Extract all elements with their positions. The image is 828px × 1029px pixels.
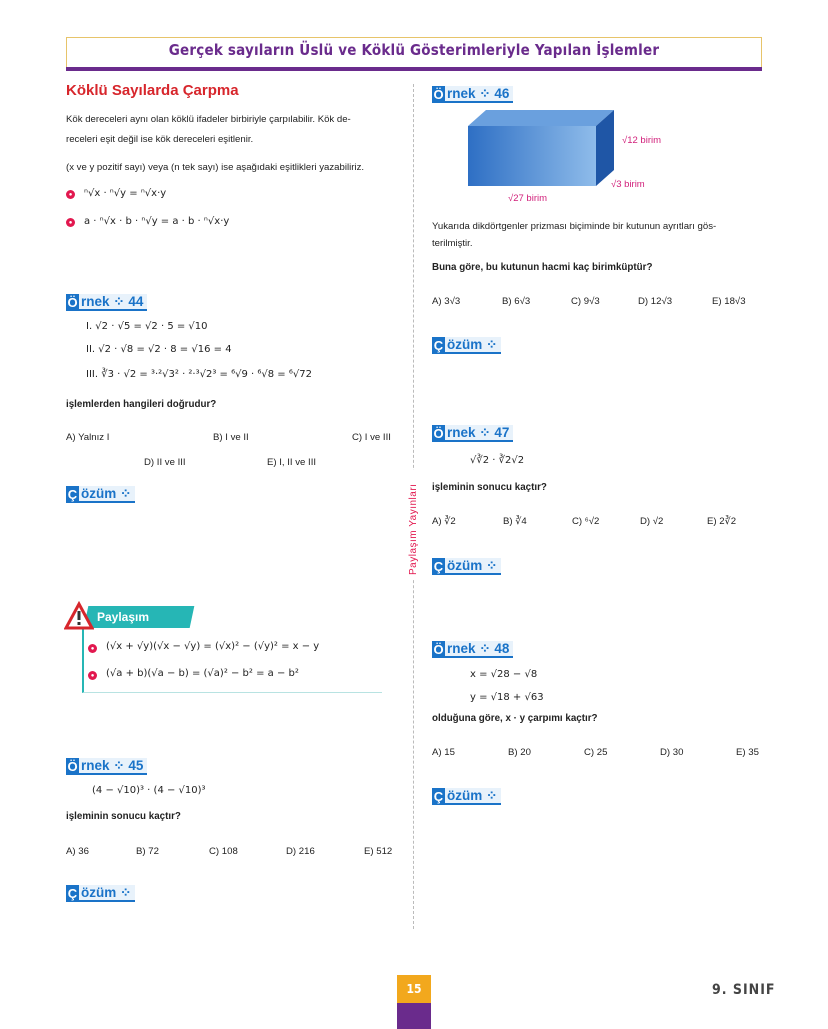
ex47-option-c[interactable]: C) ⁶√2 [572, 516, 600, 527]
ex47-option-b[interactable]: B) ∛4 [503, 516, 527, 527]
page-number: 15 [397, 975, 431, 1003]
rule-1: ⁿ√x · ⁿ√y = ⁿ√x·y [84, 188, 167, 199]
example-o-badge: Ö [433, 86, 444, 102]
solution-c-badge: Ç [433, 337, 444, 353]
ex48-option-b[interactable]: B) 20 [508, 747, 531, 758]
ex46-option-c[interactable]: C) 9√3 [571, 296, 600, 307]
example-number: rnek ⁘ 48 [445, 641, 513, 658]
box-height-label: √12 birim [622, 135, 662, 146]
bullet-icon: ● [66, 218, 75, 227]
ex48-option-e[interactable]: E) 35 [736, 747, 759, 758]
share-banner-label: Paylaşım [97, 610, 150, 624]
ex48-option-a[interactable]: A) 15 [432, 747, 455, 758]
intro-line-1: Kök dereceleri aynı olan köklü ifadeler birbiriyle çarpılabilir. Kök de- [66, 114, 351, 125]
box-depth-label: √3 birim [611, 179, 645, 190]
ex44-question: işlemlerden hangileri doğrudur? [66, 399, 217, 410]
ex44-option-c[interactable]: C) I ve III [352, 432, 391, 443]
example-number: rnek ⁘ 47 [445, 425, 513, 442]
rule-2: a · ⁿ√x · b · ⁿ√y = a · b · ⁿ√x·y [84, 216, 230, 227]
grade-label: 9. SINIF [712, 982, 776, 998]
ex47-option-a[interactable]: A) ∛2 [432, 516, 456, 527]
ex44-item-1: I. √2 · √5 = √2 · 5 = √10 [86, 321, 208, 332]
solution-text: özüm ⁘ [445, 558, 501, 575]
solution-label [432, 557, 501, 575]
solution-label [432, 336, 501, 354]
solution-label [66, 485, 135, 503]
solution-c-badge: Ç [67, 486, 78, 502]
share-box-border [82, 628, 382, 693]
solution-label [432, 787, 501, 805]
example-number: rnek ⁘ 44 [79, 294, 147, 311]
page-header-title: Gerçek sayıların Üslü ve Köklü Gösterimleriyle Yapılan İşlemler [168, 41, 660, 59]
example-o-badge: Ö [67, 294, 78, 310]
ex45-option-b[interactable]: B) 72 [136, 846, 159, 857]
publisher-side-label: Paylaşım Yayınları [408, 483, 419, 575]
ex47-expression: √∛2 · ∛2√2 [470, 455, 525, 466]
ex45-option-a[interactable]: A) 36 [66, 846, 89, 857]
ex47-option-d[interactable]: D) √2 [640, 516, 664, 527]
ex44-option-d[interactable]: D) II ve III [144, 457, 186, 468]
example-44-label [66, 293, 147, 311]
ex45-option-d[interactable]: D) 216 [286, 846, 315, 857]
ex44-option-b[interactable]: B) I ve II [213, 432, 249, 443]
example-o-badge: Ö [433, 425, 444, 441]
example-45-label [66, 757, 147, 775]
bullet-icon: ● [88, 644, 97, 653]
ex45-expression: (4 − √10)³ · (4 − √10)³ [92, 785, 206, 796]
section-title: Köklü Sayılarda Çarpma [66, 82, 239, 99]
ex46-question: Buna göre, bu kutunun hacmi kaç birimküptür? [432, 262, 653, 273]
ex46-option-d[interactable]: D) 12√3 [638, 296, 673, 307]
share-rule-1: (√x + √y)(√x − √y) = (√x)² − (√y)² = x − y [106, 641, 320, 652]
example-number: rnek ⁘ 45 [79, 758, 147, 775]
bullet-icon: ● [66, 190, 75, 199]
example-47-label [432, 424, 513, 442]
share-rule-2: (√a + b)(√a − b) = (√a)² − b² = a − b² [106, 668, 299, 679]
solution-text: özüm ⁘ [445, 337, 501, 354]
ex47-question: işleminin sonucu kaçtır? [432, 482, 547, 493]
header-underline [66, 67, 762, 71]
box-width-label: √27 birim [508, 193, 548, 204]
ex46-text-1: Yukarıda dikdörtgenler prizması biçiminde bir kutunun ayrıtları gös- [432, 221, 717, 232]
ex48-y-definition: y = √18 + √63 [470, 692, 544, 703]
solution-text: özüm ⁘ [445, 788, 501, 805]
ex45-option-e[interactable]: E) 512 [364, 846, 393, 857]
ex46-text-2: terilmiştir. [432, 238, 473, 249]
warning-icon [64, 601, 94, 631]
bullet-icon: ● [88, 671, 97, 680]
ex48-option-c[interactable]: C) 25 [584, 747, 608, 758]
ex48-option-d[interactable]: D) 30 [660, 747, 684, 758]
example-48-label [432, 640, 513, 658]
example-number: rnek ⁘ 46 [445, 86, 513, 103]
solution-c-badge: Ç [433, 558, 444, 574]
intro-line-2: receleri eşit değil ise kök dereceleri eşitlenir. [66, 134, 254, 145]
ex46-option-a[interactable]: A) 3√3 [432, 296, 461, 307]
solution-label [66, 884, 135, 902]
ex44-option-e[interactable]: E) I, II ve III [267, 457, 317, 468]
solution-text: özüm ⁘ [79, 885, 135, 902]
ex46-option-e[interactable]: E) 18√3 [712, 296, 746, 307]
ex46-option-b[interactable]: B) 6√3 [502, 296, 531, 307]
intro-line-3: (x ve y pozitif sayı) veya (n tek sayı) ise aşağıdaki eşitlikleri yazabiliriz. [66, 162, 365, 173]
solution-c-badge: Ç [67, 885, 78, 901]
ex48-x-definition: x = √28 − √8 [470, 669, 538, 680]
ex45-question: işleminin sonucu kaçtır? [66, 811, 181, 822]
solution-text: özüm ⁘ [79, 486, 135, 503]
example-o-badge: Ö [433, 641, 444, 657]
ex47-option-e[interactable]: E) 2∛2 [707, 516, 737, 527]
example-46-label [432, 85, 513, 103]
ex44-item-2: II. √2 · √8 = √2 · 8 = √16 = 4 [86, 344, 232, 355]
ex48-question: olduğuna göre, x · y çarpımı kaçtır? [432, 713, 598, 724]
solution-c-badge: Ç [433, 788, 444, 804]
ex45-option-c[interactable]: C) 108 [209, 846, 238, 857]
ex44-item-3: III. ∛3 · √2 = ³·²√3² · ²·³√2³ = ⁶√9 · ⁶√8 = ⁶√72 [86, 369, 312, 380]
example-o-badge: Ö [67, 758, 78, 774]
ex44-option-a[interactable]: A) Yalnız I [66, 432, 110, 443]
rectangular-prism-figure [466, 108, 626, 188]
